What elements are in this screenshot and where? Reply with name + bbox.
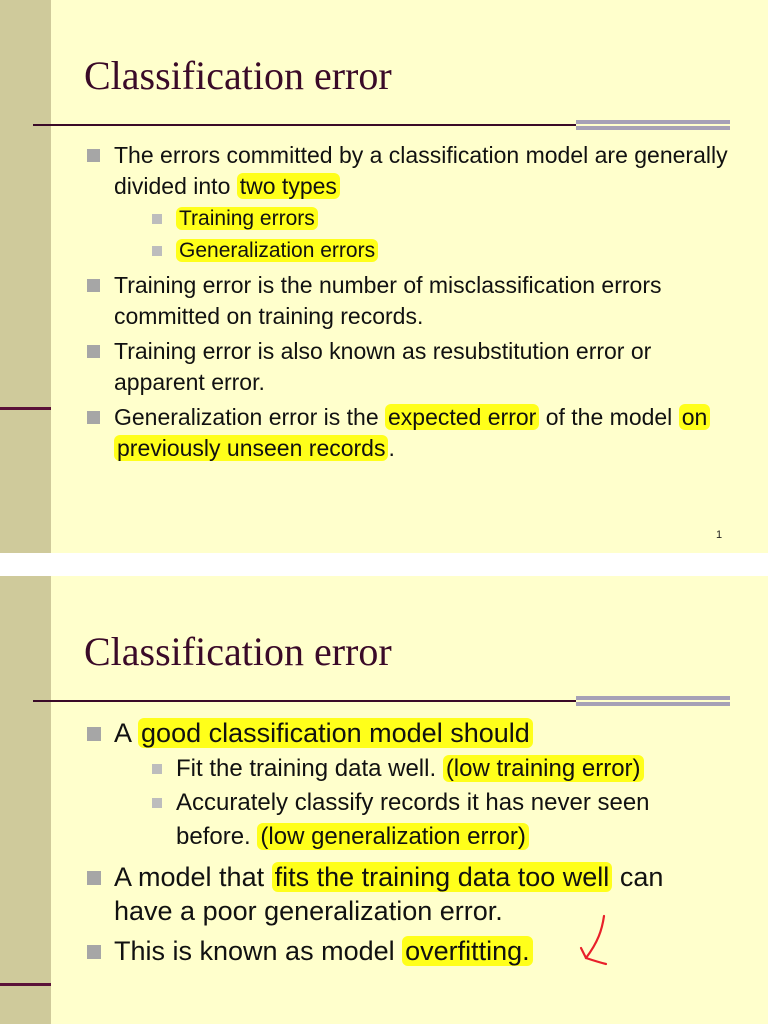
highlighted-text: overfitting.: [402, 936, 533, 966]
bullet-text: Accurately classify records it has never seen before.: [176, 789, 650, 850]
sidebar-marker: [0, 407, 51, 410]
highlighted-text: two types: [237, 173, 340, 199]
slide-title: Classification error: [84, 629, 392, 674]
highlighted-text: (low training error): [443, 755, 644, 782]
bullet-text: A: [114, 718, 139, 748]
bullet-overfitting: [86, 934, 728, 968]
highlighted-text: expected error: [385, 404, 539, 430]
title-rule-accent: [576, 696, 730, 706]
highlighted-text: Training errors: [176, 207, 318, 230]
sub-bullet-fit-training: [152, 752, 728, 786]
slide-sidebar: [0, 576, 51, 1024]
bullet-fits-too-well: [86, 860, 728, 928]
bullet-text: A model that: [114, 862, 272, 892]
sub-bullet-generalization-errors: [152, 236, 728, 266]
highlighted-text: good classification model should: [138, 718, 533, 748]
slide-2: [0, 576, 768, 1024]
sub-bullet-list: [114, 752, 728, 854]
slide-gap: [0, 553, 768, 576]
bullet-text: Training error is the number of misclassification errors committed on training records.: [114, 272, 662, 329]
sub-bullet-list: [114, 204, 728, 266]
highlighted-text: fits the training data too well: [272, 862, 613, 892]
slide-sidebar: [0, 0, 51, 553]
slide-title: Classification error: [84, 53, 392, 98]
sub-bullet-classify-unseen: [152, 786, 728, 854]
bullet-text: Training error is also known as resubstitution error or apparent error.: [114, 338, 652, 395]
bullet-text: .: [388, 435, 395, 461]
bullet-text: This is known as model: [114, 936, 403, 966]
sub-bullet-training-errors: [152, 204, 728, 234]
handwritten-arrow-icon: [578, 912, 608, 972]
highlighted-text: (low generalization error): [257, 823, 528, 850]
page-number: 1: [716, 529, 723, 541]
bullet-good-model: [86, 716, 728, 854]
bullet-training-error-definition: [86, 270, 728, 332]
bullet-text: The errors committed by a classification model are generally divided into: [114, 142, 728, 199]
bullet-text: Fit the training data well.: [176, 755, 443, 782]
bullet-generalization-error-definition: [86, 402, 728, 464]
bullet-resubstitution-error: [86, 336, 728, 398]
bullet-list: [86, 140, 728, 468]
bullet-text: Generalization error is the: [114, 404, 386, 430]
bullet-list: [86, 716, 728, 974]
sidebar-marker: [0, 983, 51, 986]
title-rule-accent: [576, 120, 730, 130]
bullet-error-types: [86, 140, 728, 266]
highlighted-text: on previously unseen records: [114, 404, 710, 461]
highlighted-text: Generalization errors: [176, 239, 378, 262]
bullet-text: of the model: [539, 404, 679, 430]
bullet-text: can have a poor generalization error.: [114, 862, 664, 926]
